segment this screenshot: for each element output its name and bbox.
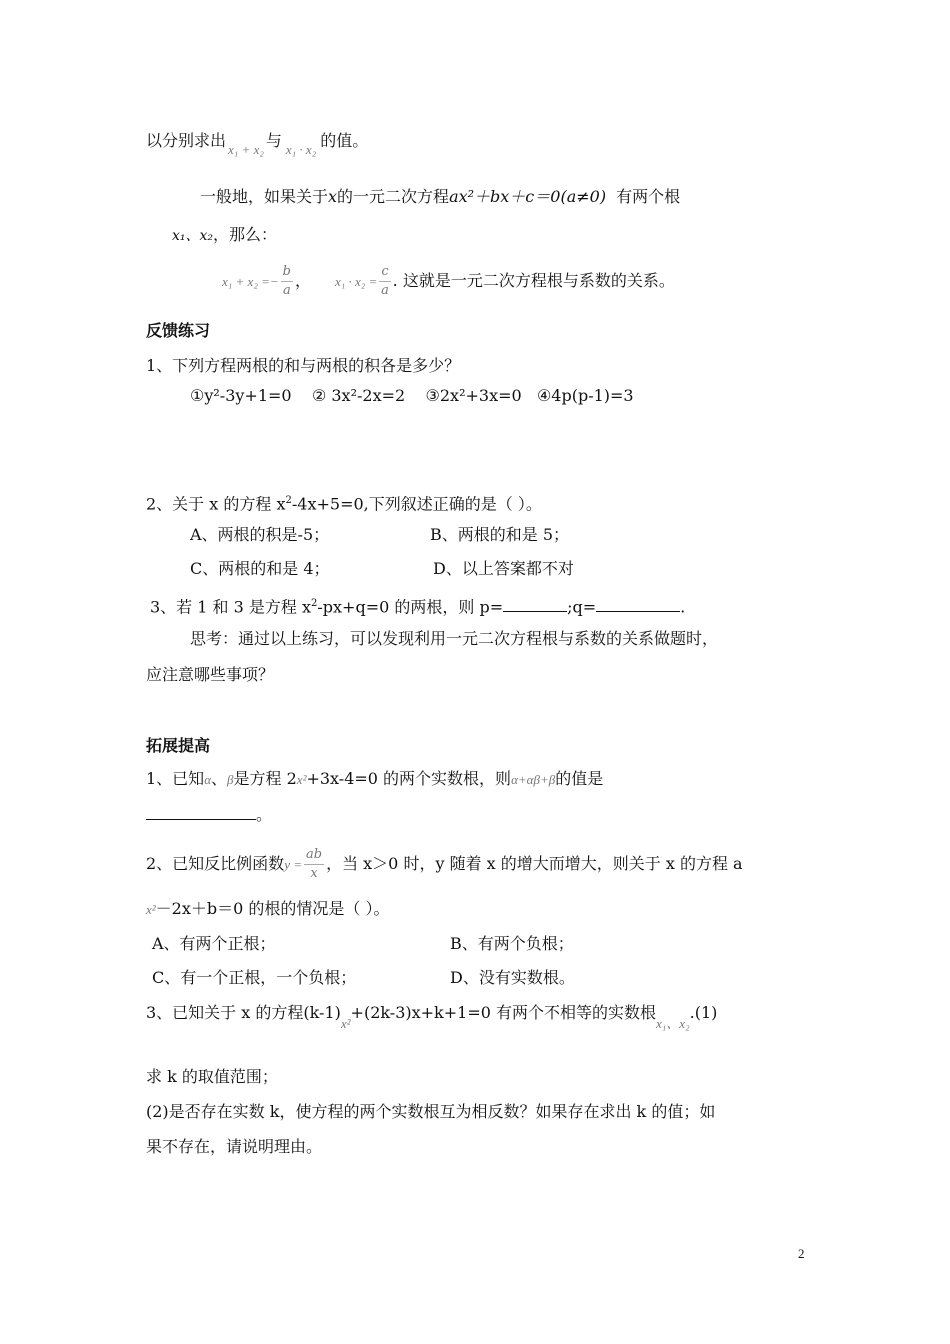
- extension-q1: 1、已知α、β是方程 2x²+3x-4=0 的两个实数根，则α+αβ+β的值是: [146, 769, 604, 788]
- feedback-q2-option-b: B、两根的和是 5；: [430, 525, 570, 544]
- general-statement: 一般地，如果关于x的一元二次方程ax²＋bx＋c＝0(a≠0) 有两个根: [200, 187, 681, 206]
- feedback-q1-items: ①y²-3y+1=0 ② 3x²-2x=2 ③2x²+3x=0 ④4p(p-1)=3: [190, 386, 634, 405]
- extension-heading: 拓展提高: [146, 736, 211, 755]
- feedback-q1: 1、下列方程两根的和与两根的积各是多少？: [146, 356, 461, 375]
- extension-q3-part1: 求 k 的取值范围；: [146, 1067, 278, 1086]
- fraction-ab-over-x: $\frac{ab}{x}$: [305, 847, 323, 881]
- vieta-sum-lhs: x₁ + x₂ =−: [222, 274, 279, 289]
- answer-blank-p[interactable]: [503, 597, 567, 612]
- extension-q2-cont: x²－2x＋b＝0 的根的情况是（ ）。: [146, 899, 390, 918]
- fraction-b-over-a: $\frac{b}{a}$: [282, 264, 291, 298]
- sum-expr: x₁ + x₂: [228, 142, 264, 157]
- think-prompt-cont: 应注意哪些事项？: [146, 665, 275, 684]
- feedback-q2-option-c: C、两根的和是 4；: [190, 559, 330, 578]
- extension-q2-option-a: A、有两个正根；: [152, 934, 276, 953]
- feedback-q2: 2、关于 x 的方程 $x^2-4x+5=0$,下列叙述正确的是（ ）。: [146, 494, 542, 514]
- intro-line: 以分别求出 $_{x_1 + x_2}$ 与 $_{x_1 \cdot x_2}$ 的值。: [146, 131, 369, 157]
- feedback-q2-option-a: A、两根的积是-5；: [190, 525, 330, 544]
- extension-q1-answer: 。: [146, 804, 272, 826]
- general-statement-cont: x₁、x₂，那么：: [172, 225, 278, 244]
- feedback-q2-option-d: D、以上答案都不对: [433, 559, 574, 578]
- extension-q2-option-d: D、没有实数根。: [450, 968, 575, 987]
- extension-q3-part2: (2)是否存在实数 k，使方程的两个实数根互为相反数？如果存在求出 k 的值；如: [146, 1102, 716, 1121]
- feedback-q3: 3、若 1 和 3 是方程 $x^2-px+q=0$ 的两根，则 p= ;q= .: [150, 597, 686, 617]
- feedback-heading: 反馈练习: [146, 321, 211, 340]
- quadratic-equation: ax²＋bx＋c＝0(a≠0): [449, 187, 607, 206]
- extension-q3: 3、已知关于 x 的方程$(k-1)_{x^2}+(2k-3)x+k+1=0$ 有两个不相等的实数根$_{x_1、x_2}$.(1): [146, 1003, 718, 1031]
- think-prompt: 思考：通过以上练习，可以发现利用一元二次方程根与系数的关系做题时，: [190, 629, 719, 648]
- extension-q3-part2-cont: 果不存在，请说明理由。: [146, 1137, 323, 1156]
- fraction-c-over-a: $\frac{c}{a}$: [381, 264, 389, 298]
- answer-blank-q[interactable]: [596, 597, 680, 612]
- page-number: 2: [798, 1246, 805, 1261]
- answer-blank-e1[interactable]: [146, 805, 256, 820]
- vieta-formulas: x₁ + x₂ =− $\frac{b}{a}$ ， x₁ · x₂ = $\frac{c}{a}$ . 这就是一元二次方程根与系数的关系。: [222, 264, 675, 298]
- extension-q2-option-b: B、有两个负根；: [450, 934, 574, 953]
- extension-q2-option-c: C、有一个正根，一个负根；: [152, 968, 357, 987]
- product-expr: x₁ · x₂: [285, 142, 317, 157]
- extension-q2: 2、已知反比例函数y = $\frac{ab}{x}$ ，当 x＞0 时，y 随着 x 的增大而增大，则关于 x 的方程 a: [146, 847, 743, 881]
- vieta-prod-lhs: x₁ · x₂ =: [335, 274, 378, 289]
- alpha-beta-expression: α+αβ+β: [511, 772, 556, 787]
